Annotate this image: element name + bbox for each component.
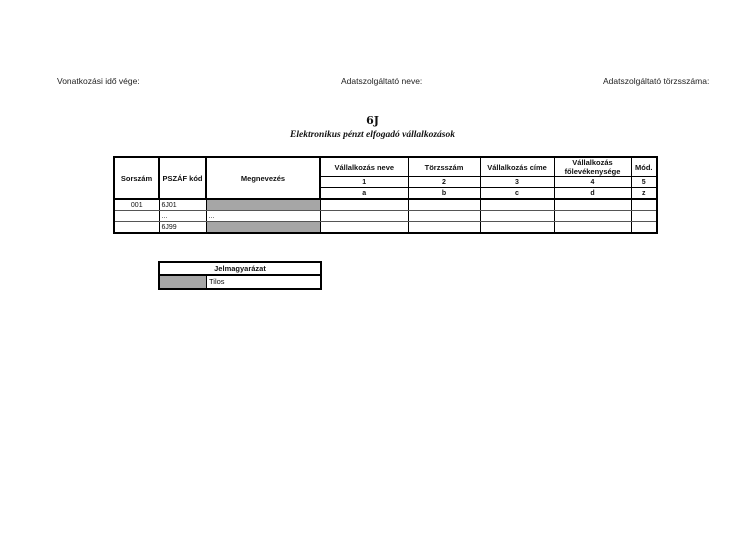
col-header-sorszam: Sorszám	[114, 157, 159, 199]
input-cell[interactable]	[480, 199, 554, 211]
input-cell[interactable]	[631, 199, 657, 211]
report-table	[113, 156, 658, 234]
row-kod: ...	[159, 211, 206, 222]
input-cell[interactable]	[554, 199, 631, 211]
col-number: 5	[631, 177, 657, 188]
row-kod: 6J99	[159, 222, 206, 234]
col-header-megnevezes: Megnevezés	[206, 157, 320, 199]
input-cell[interactable]	[480, 222, 554, 234]
legend-title: Jelmagyarázat	[160, 263, 320, 276]
input-cell[interactable]	[408, 211, 480, 222]
period-end-label: Vonatkozási idő vége:	[57, 76, 140, 86]
row-sorszam: 001	[114, 199, 159, 211]
input-cell[interactable]	[320, 211, 408, 222]
table-row	[114, 222, 657, 234]
legend-item	[160, 276, 320, 288]
col-letter: c	[480, 188, 554, 200]
col-header-pszaf-kod: PSZÁF kód	[159, 157, 206, 199]
table-row	[114, 211, 657, 222]
row-sorszam	[114, 222, 159, 234]
form-code: 6J	[366, 114, 379, 127]
input-cell[interactable]	[408, 222, 480, 234]
col-letter: z	[631, 188, 657, 200]
row-kod: 6J01	[159, 199, 206, 211]
col-number: 3	[480, 177, 554, 188]
row-megnevezes-cell	[206, 199, 320, 211]
input-cell[interactable]	[320, 199, 408, 211]
col-header-vallalkozas-cime: Vállalkozás címe	[480, 157, 554, 177]
form-title: Elektronikus pénzt elfogadó vállalkozások	[290, 130, 455, 140]
input-cell[interactable]	[554, 211, 631, 222]
input-cell[interactable]	[320, 222, 408, 234]
legend-swatch	[160, 276, 207, 288]
row-sorszam	[114, 211, 159, 222]
row-megnevezes-cell: ...	[206, 211, 320, 222]
col-header-vallalkozas-neve: Vállalkozás neve	[320, 157, 408, 177]
input-cell[interactable]	[554, 222, 631, 234]
legend-label: Tilos	[209, 277, 225, 286]
col-number: 4	[554, 177, 631, 188]
legend	[158, 261, 322, 290]
row-megnevezes-cell	[206, 222, 320, 234]
col-header-torzsszam: Törzsszám	[408, 157, 480, 177]
table-row	[114, 199, 657, 211]
col-number: 1	[320, 177, 408, 188]
col-letter: d	[554, 188, 631, 200]
provider-name-label: Adatszolgáltató neve:	[341, 76, 423, 86]
input-cell[interactable]	[480, 211, 554, 222]
col-letter: b	[408, 188, 480, 200]
provider-regno-label: Adatszolgáltató törzsszáma:	[603, 76, 710, 86]
input-cell[interactable]	[408, 199, 480, 211]
col-header-mod: Mód.	[631, 157, 657, 177]
input-cell[interactable]	[631, 211, 657, 222]
col-letter: a	[320, 188, 408, 200]
col-number: 2	[408, 177, 480, 188]
input-cell[interactable]	[631, 222, 657, 234]
col-header-foteveknyseg: Vállalkozás főlevékenysége	[554, 157, 631, 177]
